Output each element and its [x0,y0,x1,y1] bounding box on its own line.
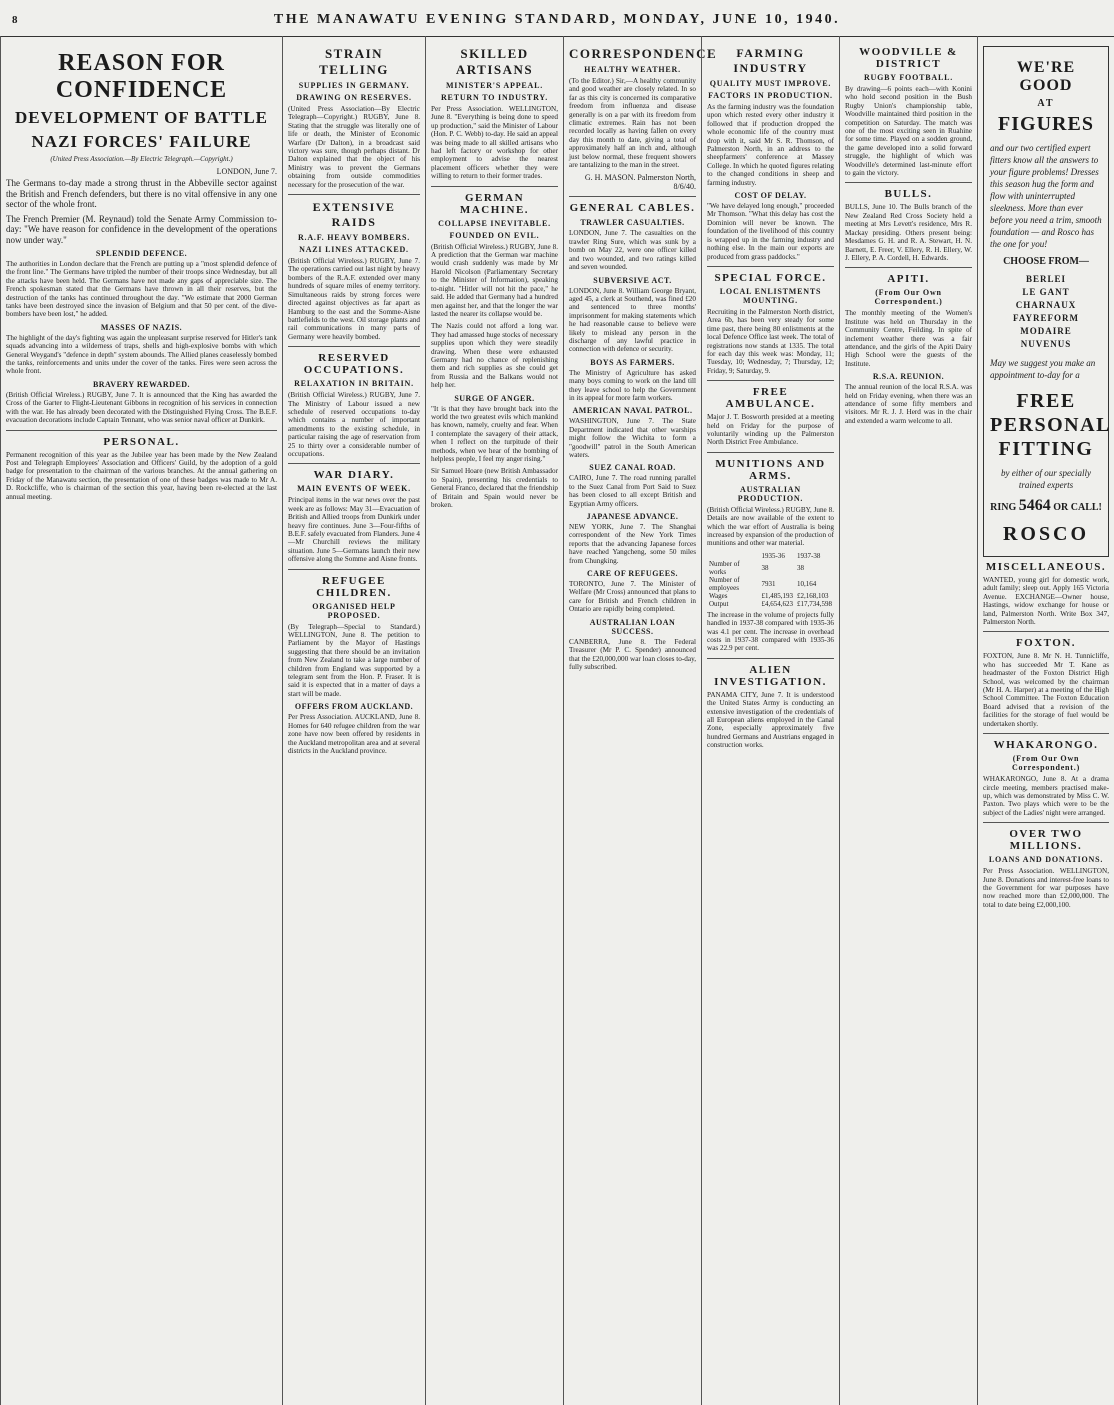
ad-call-label: OR CALL! [1053,502,1102,513]
ad-text: by either of our specially trained experts [1001,468,1091,490]
ad-headline: FIGURES [998,113,1094,135]
section-heading: SUEZ CANAL ROAD. [589,463,676,473]
subheading: RELAXATION IN BRITAIN. [294,379,414,389]
table-cell: Wages [709,591,728,600]
subheading: (From Our Own Correspondent.) [874,288,943,307]
article-paragraph: The monthly meeting of the Women's Institute was held on Thursday in the Community Centre, Feilding. In spite of inclement weather there was a fair attendance, and the girls of the Apiti Dairy High School were the guests of the Institute. [845,309,972,368]
headline-war-diary: WAR DIARY. [313,469,395,482]
section-heading: SURGE OF ANGER. [454,393,535,403]
article-paragraph: The Ministry of Agriculture has asked many boys coming to work on the land till they leave school to help the Government in its appeal for more farm workers. [569,368,696,402]
subheading: SUPPLIES IN GERMANY. [298,81,410,90]
subheading: LOANS AND DONATIONS. [988,855,1104,865]
divider [983,631,1109,632]
column-farming-industry [701,36,839,1405]
table-header-cell: 1935-36 [761,551,785,560]
article-paragraph: Principal items in the war news over the past week are as follows: May 31—Evacuation of British and Allied troops from Dunkirk under heavy fire continues. June 3—Four-fifths of B.E.F. safely evacuated from Flanders. June 4—Mr Churchill reviews the military situation. June 5—Germans launch their new offensive along the Somme and Aisne fronts. [288,496,420,564]
table-cell: 38 [761,563,769,572]
article-paragraph: Per Press Association. WELLINGTON, June 8. "Everything is being done to speed up production," said the Minister of Labour (Hon. P. C. Webb) to-day. He said an appeal was being made to all skilled artisans who had left factory or workshop for other employment to advise the nearest placement officers whether they were willing to return to their former trades. [431,105,558,181]
headline-miscellaneous: MISCELLANEOUS. [985,561,1107,573]
letter-signature: G. H. MASON. Palmerston North, 8/6/40. [584,173,696,192]
headline-personal: PERSONAL. [103,435,180,448]
headline-correspondence: CORRESPONDENCE [569,46,718,61]
headline-free-ambulance: FREE AMBULANCE. [725,386,816,411]
headline-farming-industry: FARMING INDUSTRY [733,46,808,75]
ad-phone-line [990,497,1102,515]
subheading: AUSTRALIAN PRODUCTION. [737,484,804,503]
article-paragraph: Major J. T. Bosworth presided at a meeting held on Friday for the purpose of voluntarily winding up the Palmerston North District Free Ambulance. [707,413,834,447]
ad-text: May we suggest you make an appointment to-day for a [990,358,1096,380]
article-paragraph: NEW YORK, June 7. The Shanghai correspondent of the New York Times reports that the advancing Japanese forces have reached Yangcheng, some 50 miles from Chungking. [569,523,696,565]
article-paragraph: Per Press Association. AUCKLAND, June 8. Homes for 640 refugee children from the war zone have now been offered by residents in the Auckland metropolitan area and at several districts in the Auckland province. [288,713,420,755]
ad-firm-name: ROSCO [1002,523,1090,545]
headline-bulls: BULLS. [884,188,933,201]
article-paragraph: (British Official Wireless.) RUGBY, June 7. It is announced that the King has awarded the Cross of the Garter to Flight-Lieutenant Gibbons in recognition of his services in connection with the war. He has already been decorated with the Distinguished Flying Cross. The B.E.F. evacuation decorations include Captain Tennant, who was senior naval officer at Dunkirk. [6,390,277,425]
column-correspondence [563,36,718,1405]
subheading: MINISTER'S APPEAL. [445,81,544,90]
divider [6,430,277,431]
section-heading: OFFERS FROM AUCKLAND. [294,702,414,712]
headline-whakarongo: WHAKARONGO. [993,739,1099,752]
section-heading: SUBVERSIVE ACT. [593,275,672,285]
production-table [707,552,834,608]
subheading: ORGANISED HELP PROPOSED. [312,601,396,620]
section-heading: R.S.A. REUNION. [872,372,945,382]
brand-name: CHARNAUX [1015,300,1077,310]
section-heading: AMERICAN NAVAL PATROL. [572,406,693,416]
subheading: MAIN EVENTS OF WEEK. [297,484,411,494]
divider [845,267,972,268]
masthead [0,0,1114,37]
divider [983,733,1109,734]
article-paragraph: (British Official Wireless.) RUGBY, June 7. The operations carried out last night by heavy bombers of the R.A.F. extended over many hundreds of square miles of enemy territory. Simultaneous raids by strong forces were directed against objectives as far apart as Hamburg to the east and the Somme-Aisne battlefields to the west. Oil storage plants and rail communications in many parts of Germany were heavily bombed. [288,257,420,341]
wire-credit: (United Press Association.—By Electric Telegraph.—Copyright.) [50,155,233,163]
headline-reserved-occupations: RESERVED OCCUPATIONS. [303,352,405,377]
headline-foxton: FOXTON. [1015,637,1077,650]
subheading: QUALITY MUST IMPROVE. [709,79,832,88]
article-paragraph: The highlight of the day's fighting was again the unpleasant surprise reserved for Hitler's tank squads advancing into a wilderness of traps, shells and high-explosive bombs with which General Weygand's "defence in depth" system abounds. The Allied planes ceaselessly bombed the tanks, reinforcements and units under the cover of the tanks. Fires were seen across the whole front. [6,333,277,376]
section-heading: MASSES OF NAZIS. [100,322,183,332]
article-paragraph: TORONTO, June 7. The Minister of Welfare (Mr Cross) announced that plans to care for British and French children in Ontario are rapidly being completed. [569,580,696,614]
headline-reason-for-confidence: REASON FOR CONFIDENCE [55,50,228,103]
article-paragraph: CAIRO, June 7. The road running parallel to the Suez Canal from Port Said to Suez has been closed to all except British and Egyptian Army officers. [569,474,696,508]
article-paragraph: "We have delayed long enough," proceeded Mr Thomson. "What this delay has cost the Dominion will never be known. The foundation of the livelihood of this country is wrapped up in the farming industry and nothing else. In the main our exports are produced from grass paddocks." [707,202,834,261]
divider [569,196,696,197]
subheading: HEALTHY WEATHER. [584,65,681,74]
article-paragraph: The increase in the volume of projects fully handled in 1937-38 compared with 1935-36 was 4.1 per cent. The increase in overhead costs in 1937-38 compared with 1935-36 was 22.9 per cent. [707,610,834,653]
table-cell: £2,168,103 [797,591,829,600]
table-cell: Number of works [709,559,740,576]
article-paragraph: By drawing—6 points each—with Konini who hold second position in the Bush Rugby Union's championship table, Woodville maintained third position in the competition on Saturday. The match was one of the most exciting seen in Ruahine for some time. Played on a sodden ground, the game developed into a solid forward struggle, the highlight of which was Woodville's determined last-minute effort to gain the victory. [845,85,972,178]
ad-ring-label: RING [990,502,1017,513]
article-paragraph: (British Official Wireless.) RUGBY, June 8. Details are now available of the extent to which the war effort of Australia is being increased by expansion of the production of munitions and other war material. [707,505,834,548]
table-row [707,600,834,608]
section-heading: BOYS AS FARMERS. [590,357,675,367]
ad-text: and our two certified expert fitters know all the answers to your figure problems! Dresses this season hug the form and flow with uninterrupted sleekness. More than ever before you need a trim, smooth foundation — and Rosco has the one for you! [990,143,1102,249]
subheading: COLLAPSE INEVITABLE. [438,218,551,228]
table-cell: Number of employees [709,575,740,592]
headline-apiti: APITI. [887,273,930,286]
article-paragraph: PANAMA CITY, June 7. It is understood the United States Army is conducting an extensive investigation of the credentials of all European aliens employed in the Canal Zone, especially approximately five hundred Germans and Austrians engaged in construction works. [707,690,834,750]
ad-choose-label: CHOOSE FROM— [1003,256,1089,267]
subheading: (From Our Own Correspondent.) [1011,754,1081,773]
brand-name: MODAIRE [1020,326,1072,336]
ad-free-fitting: FREE PERSONAL FITTING [990,390,1111,460]
headline-general-cables: GENERAL CABLES. [569,202,696,215]
divider [707,452,834,453]
divider [707,658,834,659]
headline-special-force: SPECIAL FORCE. [714,271,827,284]
section-heading: BRAVERY REWARDED. [92,379,191,389]
article-paragraph: (By Telegraph—Special to Standard.) WELLINGTON, June 8. The petition to Parliament by the Mayor of Hastings suggesting that there should be an invitation from New Zealand to take a large number of children from England was supported by a telegram sent from the Hon. P. Fraser. It is said it is expected that in a matter of days a start will be made. [288,622,420,698]
article-paragraph: Per Press Association. WELLINGTON, June 8. Donations and interest-free loans to the Government for war purposes have now reached more than £2,000,000. The total to date being £2,000,100. [983,867,1109,909]
article-paragraph: The authorities in London declare that the French are putting up a "most splendid defence of the front line." The Germans have tripled the number of their troops since Wednesday, but all the attacks have been held. The Germans have not made any gaps of appreciable size. The French spokesman stated that the Germans have thrown in all their reserves, but the destruction of the tanks has continued throughout the day. "We estimate that 2000 German tanks have been destroyed since the invasion of Belgium and that 50 per cent. of the dive-bombers have been lost," he added. [6,260,277,319]
article-paragraph: "It is that they have brought back into the world the two greatest evils which mankind has known, namely, cruelty and fear. When I contemplate the savagery of their attack, when I reflect on the turpitude of their methods, when we hear of the bombing of helpless people, I feel my anger rising." [431,404,558,463]
classified-ads: WANTED, young girl for domestic work, adult family; sleep out. Apply 165 Victoria Avenue. EXCHANGE—Owner house, Hastings, widow exchange for house or land, Palmerston North. Write Box 347, Palmerston North. [983,576,1109,627]
article-paragraph: (United Press Association—By Electric Telegraph—Copyright.) RUGBY, June 8. Stating that the struggle was literally one of life or death, the Minister of Economic Warfare (Dr Dalton), in a broadcast said victory was sure, though perhaps distant. Dr Dalton explained that the object of his Ministry was to prevent the Germans obtaining from outside commodities necessary for the prosecution of the war. [288,105,420,189]
article-paragraph: (To the Editor.) Sir,—A healthy community and good weather are closely related. In so far as this city is concerned its comparative freedom from influenza and disease generally is on a par with its freedom from climatic extremes. Rain has not been recorded locally as having fallen on every day this month to date, giving a total of approximately half an inch and, although just below normal, these frequent showers are tantalizing to the man in the street. [569,77,696,170]
ad-headline: WE'RE GOOD [1016,59,1076,94]
divider [288,463,420,464]
headline-woodville-district: WOODVILLE & DISTRICT [859,46,958,70]
ad-brand-list [990,273,1102,351]
headline-over-two-millions: OVER TWO MILLIONS. [1009,828,1083,853]
table-cell: £4,654,623 [761,599,793,608]
column-woodville-district [839,36,977,1405]
article-paragraph: Permanent recognition of this year as the Jubilee year has been made by the New Zealand Post and Telegraph Employees' Association and Officers' Guild, by the adoption of a gold badge for presentation to the chairman of the various branches. At the annual gathering on Friday of the Manawatu section, the presentation of one of these badges was made to Mr A. D. Rockcliffe, who is chairman of the section this year, having been re-elected at the last annual meeting. [6,450,277,501]
subheading: FOUNDED ON EVIL. [449,230,540,240]
subheading: DRAWING ON RESERVES. [296,93,412,102]
headline-skilled-artisans: SKILLED ARTISANS [455,46,534,77]
section-heading: SPLENDID DEFENCE. [95,249,188,258]
headline-refugee-children: REFUGEE CHILDREN. [316,574,392,599]
headline-munitions-and-arms: MUNITIONS AND ARMS. [715,457,826,482]
table-cell: 7931 [761,579,776,588]
subheading: RETURN TO INDUSTRY. [440,93,549,102]
divider [431,186,558,187]
article-paragraph: FOXTON, June 8. Mr N. H. Tunnicliffe, who has succeeded Mr T. Kane as headmaster of the Foxton District High School, was welcomed by the chairman (Mr H. A. Harper) at a meeting of the High School Committee. The Foxton Education Board advised that a revision of the facilities for the storage of fuel would be undertaken shortly. [983,652,1109,728]
table-cell: Output [709,599,729,608]
table-header-row [707,552,834,560]
section-heading: TRAWLER CASUALTIES. [580,218,685,228]
divider [288,194,420,195]
table-row [707,576,834,592]
dateline: LONDON, June 7. [216,167,277,176]
article-paragraph: LONDON, June 8. William George Bryant, aged 45, a clerk at Southend, was fined £20 and sentenced to three months' imprisonment for making statements which he had reasonable cause to believe were likely to mislead any person in the discharge of any lawful practice in connection with defence or security. [569,286,696,354]
brand-name: FAYREFORM [1013,313,1079,323]
article-paragraph: Sir Samuel Hoare (new British Ambassador to Spain), presenting his credentials to General Franco, declared that the friendship of Britain and Spain would never be broken. [431,467,558,510]
subheadline-nazi-forces-failure: NAZI FORCES' FAILURE [31,132,252,151]
article-paragraph: BULLS, June 10. The Bulls branch of the New Zealand Red Cross Society held a meeting at Mrs Levett's residence, Mrs R. Mackay presiding. Others present being: Mesdames G. H. and R. A. Stewart, H. N. Barnett, E. Freer, V. Ellery, R. H. Ellery, W. J. Ellery, P. A. Cordell, H. Edwards. [845,203,972,262]
column-skilled-artisans [425,36,563,1405]
subheading: NAZI LINES ATTACKED. [299,245,409,255]
section-heading: COST OF DELAY. [734,191,807,201]
brand-name: LE GANT [1022,287,1070,297]
divider [707,380,834,381]
page-number: 8 [12,14,18,26]
subheading: FACTORS IN PRODUCTION. [708,91,833,100]
brand-name: BERLEI [1025,274,1066,284]
newspaper-title: THE MANAWATU EVENING STANDARD, MONDAY, JUNE 10, 1940. [273,12,841,27]
brand-name: NUVENUS [1020,339,1072,349]
ad-headline: AT [1037,98,1055,109]
table-cell: £17,734,598 [797,599,832,608]
headline-extensive-raids: EXTENSIVE RAIDS [312,200,396,230]
article-paragraph: WASHINGTON, June 7. The State Department indicated that other warships might follow the Wichita to form a "goodwill" patrol in the South American waters. [569,417,696,459]
headline-alien-investigation: ALIEN INVESTIGATION. [714,663,827,688]
article-paragraph: LONDON, June 7. The casualties on the trawler Ring Sure, which was sunk by a bomb on May 22, were one officer killed and two wounded, and two ratings killed and seven wounded. [569,229,696,272]
table-cell: 10,164 [797,579,817,588]
table-header-cell: 1937-38 [797,551,821,560]
divider [983,822,1109,823]
table-cell: £1,485,193 [761,591,793,600]
subheading: R.A.F. HEAVY BOMBERS. [297,233,411,243]
article-paragraph: The French Premier (M. Reynaud) told the Senate Army Commission to-day: "We have reason for confidence in the development of the operations now under way." [6,213,277,245]
divider [288,346,420,347]
subheading: RUGBY FOOTBALL. [863,73,954,82]
subheading: LOCAL ENLISTMENTS MOUNTING. [719,286,822,305]
article-paragraph: The annual reunion of the local R.S.A. was held on Friday evening, when there was an attendance of some fifty members and visitors. Mr R. J. J. Herd was in the chair and extended a warm welcome to all. [845,383,972,425]
section-heading: AUSTRALIAN LOAN SUCCESS. [589,617,676,636]
divider [288,569,420,570]
ad-phone-number: 5464 [1018,497,1051,514]
article-paragraph: The Germans to-day made a strong thrust in the Abbeville sector against the British and French defenders, but there is no vital offensive in any one sector of the whole front. [6,178,277,209]
column-strain-telling [282,36,425,1405]
article-paragraph: Recruiting in the Palmerston North district, Area 6b, has been very steady for some time past, there being 80 enlistments at the local Defence Office last week. The total of registrations now stands at 1335. The total for each day this week was: Monday, 11; Tuesday, 10; Wednesday, 7; Thursday, 12; Friday, 9; Saturday, 9. [707,307,834,375]
article-paragraph: (British Official Wireless.) RUGBY, June 7. The Ministry of Labour issued a new schedule of reserved occupations to-day which contains a number of important amendments to the existing schedule, in particular raising the age of reservation from 25 to thirty over a considerable number of occupations. [288,391,420,458]
article-paragraph: As the farming industry was the foundation upon which rested every other industry it followed that if production dropped the whole economic life of the country must drop with it, said Mr S. R. Thomson, of Palmerston North, in an address to the sheepfarmers' conference at Massey College. In which he quoted figures relating to the changed conditions in sheep and farming industry. [707,103,834,187]
article-paragraph: The Nazis could not afford a long war. They had amassed huge stocks of necessary supplies upon which they were steadily drawing. When these were exhausted Germany had no chance of replenishing them and rich supplies as she could get from Russia and the Balkans would not help her. [431,322,558,390]
subheadline-development-of-battle: DEVELOPMENT OF BATTLE [14,108,269,127]
table-cell: 38 [797,563,804,572]
rosco-advertisement [983,46,1109,557]
table-header-cell [707,552,760,560]
section-heading: CARE OF REFUGEES. [586,569,679,579]
column-reason-for-confidence [0,36,282,1405]
column-advertisement-and-local [977,36,1114,1405]
divider [845,182,972,183]
article-paragraph: CANBERRA, June 8. The Federal Treasurer (Mr P. C. Spender) announced that the £20,000,000 war loan closes to-day, fully subscribed. [569,637,696,671]
article-paragraph: WHAKARONGO, June 8. At a drama circle meeting, members practised make-up, which was demonstrated by Miss C. W. Paxton. Two plays which were to be the subject of the Ladies' night were arranged. [983,775,1109,817]
divider [707,266,834,267]
headline-german-machine: GERMAN MACHINE. [459,191,530,216]
article-paragraph: (British Official Wireless.) RUGBY, June 8. A prediction that the German war machine would crash suddenly was made by Mr Harold Nicolson (Parliamentary Secretary to the Minister of Information), speaking to-night. "Hitler will not hit the pace," he said. He added that Germany had a hundred men against her, and that the longer the war lasted the nearer its collapse would be. [431,242,558,318]
table-row [707,560,834,576]
table-row [707,592,834,600]
section-heading: JAPANESE ADVANCE. [586,512,679,522]
headline-strain-telling: STRAIN TELLING [319,46,389,77]
